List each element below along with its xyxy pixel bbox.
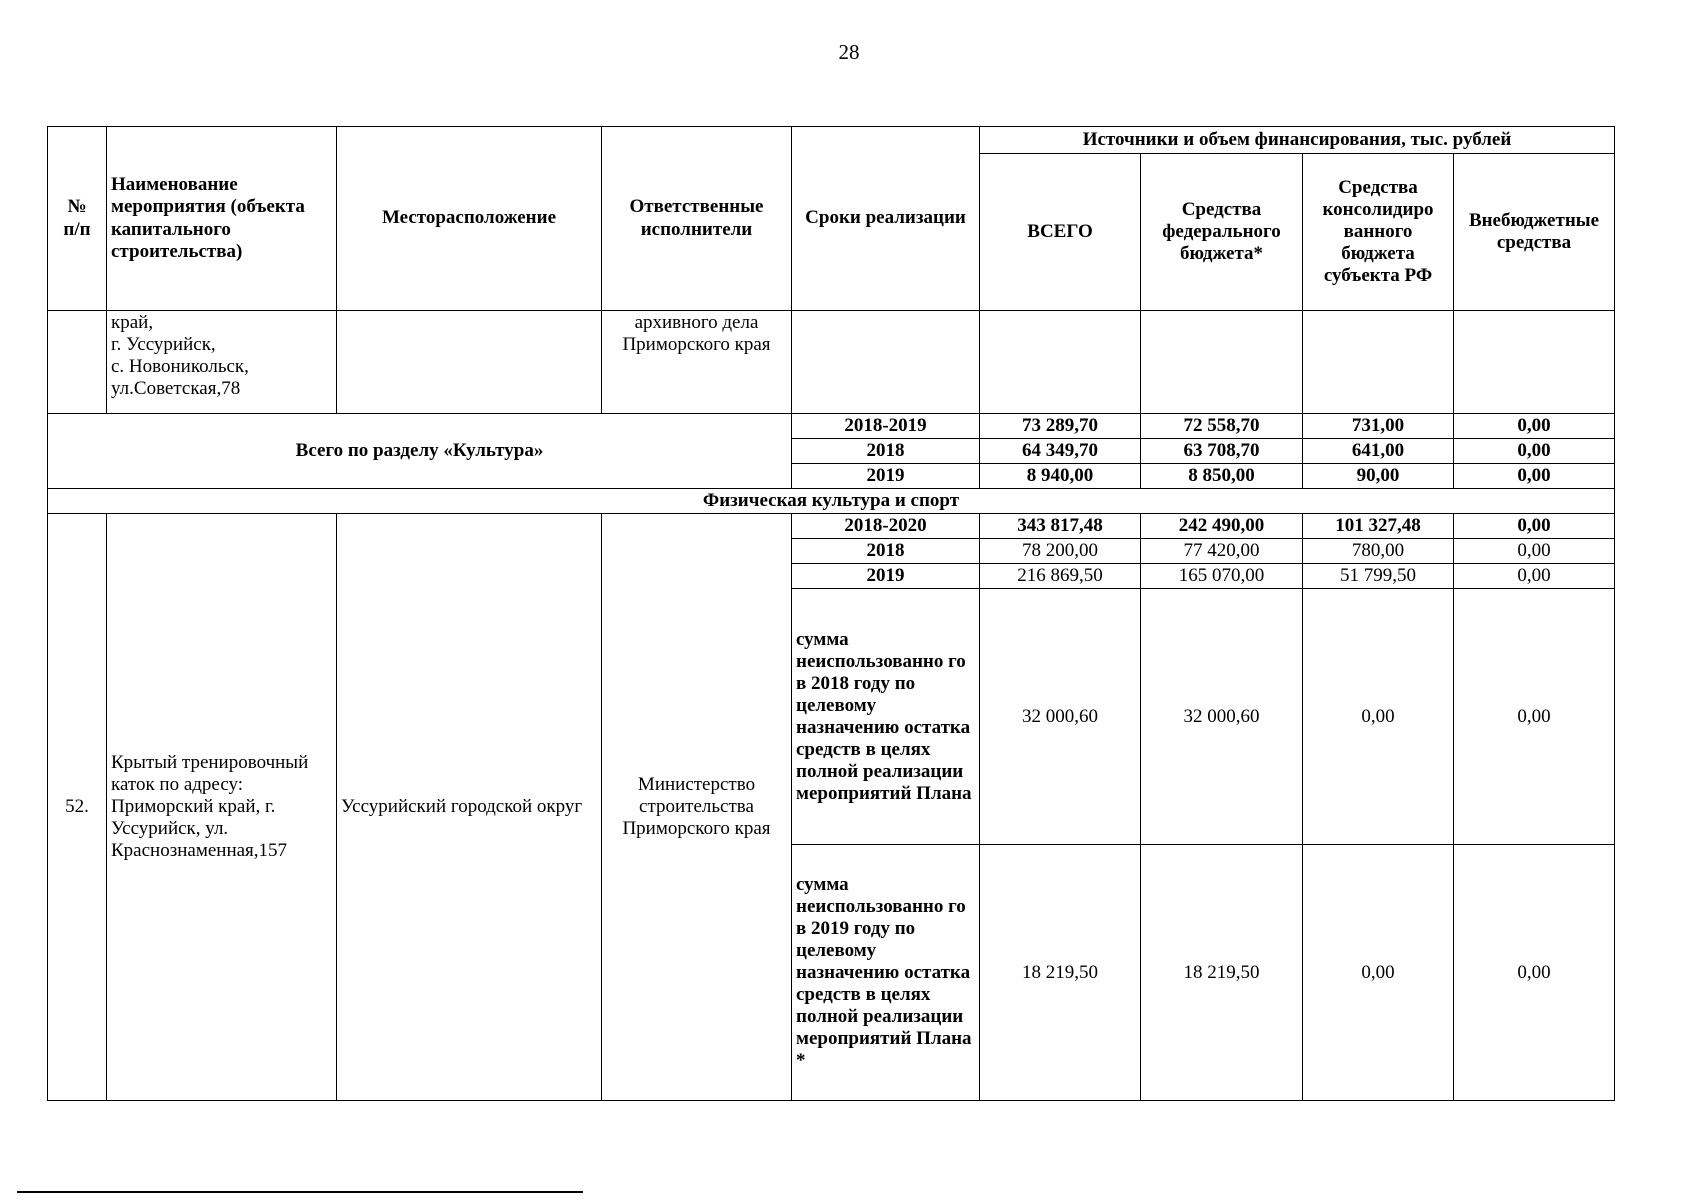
cell-empty [1454, 311, 1615, 414]
federal-cell: 165 070,00 [1141, 564, 1303, 589]
extra-cell: 0,00 [1454, 845, 1615, 1101]
regional-cell: 0,00 [1303, 589, 1454, 845]
culture-total-row [48, 414, 1615, 439]
extra-cell: 0,00 [1454, 564, 1615, 589]
period-cell: 2019 [792, 464, 980, 489]
cell-empty [792, 311, 980, 414]
total-cell: 8 940,00 [980, 464, 1141, 489]
regional-cell: 0,00 [1303, 845, 1454, 1101]
table-header-row [48, 127, 1615, 154]
table-row-continuation [48, 311, 1615, 414]
header-location: Месторасположение [337, 127, 602, 311]
header-name: Наименование мероприятия (объекта капитального строительства) [107, 127, 337, 311]
period-cell: 2019 [792, 564, 980, 589]
continuation-name: край, г. Уссурийск, с. Новоникольск, ул.Советская,78 [107, 311, 337, 414]
header-regional: Средства консолидиро ванного бюджета субъекта РФ [1303, 154, 1454, 311]
header-num: № п/п [48, 127, 107, 311]
cell-empty [48, 311, 107, 414]
federal-cell: 63 708,70 [1141, 439, 1303, 464]
section-header-row [48, 489, 1615, 514]
item52-executors: Министерство строительства Приморского края [602, 514, 792, 1101]
extra-cell: 0,00 [1454, 439, 1615, 464]
item52-row [48, 514, 1615, 539]
regional-cell: 780,00 [1303, 539, 1454, 564]
continuation-executors: архивного дела Приморского края [602, 311, 792, 414]
federal-cell: 242 490,00 [1141, 514, 1303, 539]
federal-cell: 18 219,50 [1141, 845, 1303, 1101]
item52-num: 52. [48, 514, 107, 1101]
federal-cell: 8 850,00 [1141, 464, 1303, 489]
item52-name: Крытый тренировочный каток по адресу: Приморский край, г. Уссурийск, ул. Краснознаменная,157 [107, 514, 337, 1101]
cell-empty [1303, 311, 1454, 414]
regional-cell: 101 327,48 [1303, 514, 1454, 539]
regional-cell: 731,00 [1303, 414, 1454, 439]
federal-cell: 72 558,70 [1141, 414, 1303, 439]
total-cell: 64 349,70 [980, 439, 1141, 464]
period-cell: 2018 [792, 539, 980, 564]
total-cell: 343 817,48 [980, 514, 1141, 539]
extra-cell: 0,00 [1454, 414, 1615, 439]
cell-empty [980, 311, 1141, 414]
extra-cell: 0,00 [1454, 514, 1615, 539]
cell-empty [337, 311, 602, 414]
total-cell: 73 289,70 [980, 414, 1141, 439]
header-extra: Внебюджетные средства [1454, 154, 1615, 311]
period-cell: 2018-2020 [792, 514, 980, 539]
financing-table [47, 126, 1615, 1101]
extra-cell: 0,00 [1454, 589, 1615, 845]
footnote-separator [17, 1191, 583, 1193]
federal-cell: 77 420,00 [1141, 539, 1303, 564]
extra-cell: 0,00 [1454, 539, 1615, 564]
period-cell: 2018-2019 [792, 414, 980, 439]
extra-cell: 0,00 [1454, 464, 1615, 489]
page-number: 28 [838, 40, 860, 64]
header-federal: Средства федерального бюджета* [1141, 154, 1303, 311]
total-cell: 18 219,50 [980, 845, 1141, 1101]
header-funding-group: Источники и объем финансирования, тыс. рублей [980, 127, 1615, 154]
regional-cell: 51 799,50 [1303, 564, 1454, 589]
period-cell: 2018 [792, 439, 980, 464]
cell-empty [1141, 311, 1303, 414]
period-note-cell: сумма неиспользованно го в 2018 году по целевому назначению остатка средств в целях полной реализации мероприятий Плана [792, 589, 980, 845]
federal-cell: 32 000,60 [1141, 589, 1303, 845]
section-title-sport: Физическая культура и спорт [48, 489, 1615, 514]
header-executors: Ответственные исполнители [602, 127, 792, 311]
total-cell: 32 000,60 [980, 589, 1141, 845]
item52-location: Уссурийский городской округ [337, 514, 602, 1101]
header-terms: Сроки реализации [792, 127, 980, 311]
total-cell: 216 869,50 [980, 564, 1141, 589]
total-cell: 78 200,00 [980, 539, 1141, 564]
culture-total-label: Всего по разделу «Культура» [48, 414, 792, 489]
period-note-cell: сумма неиспользованно го в 2019 году по целевому назначению остатка средств в целях полной реализации мероприятий Плана * [792, 845, 980, 1101]
regional-cell: 90,00 [1303, 464, 1454, 489]
header-total: ВСЕГО [980, 154, 1141, 311]
regional-cell: 641,00 [1303, 439, 1454, 464]
